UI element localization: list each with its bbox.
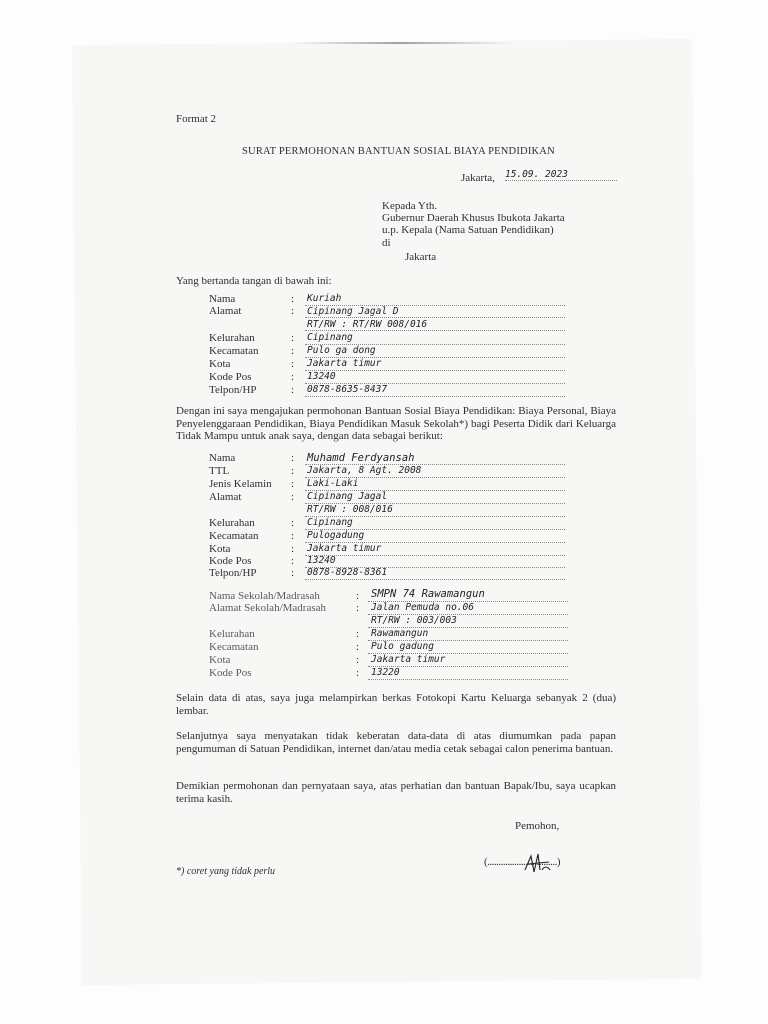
footnote: *) coret yang tidak perlu [176,866,276,877]
field-colon: : [291,371,295,383]
field-value: Jakarta timur [371,654,446,665]
field-label: Alamat [209,491,242,503]
field-colon: : [356,628,360,640]
field-value: Muhamd Ferdyansah [307,452,415,464]
recipient-line-2: Gubernur Daerah Khusus Ibukota Jakarta [382,212,565,224]
field-value: RT/RW : 003/003 [371,615,457,626]
field-label: Kode Pos [209,555,252,567]
field-value: 13240 [307,371,336,382]
field-colon: : [291,543,295,555]
field-value: 0878-8928-8361 [307,567,388,578]
field-label: Kode Pos [209,667,252,679]
recipient-line-1: Kepada Yth. [382,200,438,212]
field-value: SMPN 74 Rawamangun [371,588,485,600]
letter-title: SURAT PERMOHONAN BANTUAN SOSIAL BIAYA PENDIDIKAN [242,146,555,157]
field-value: Cipinang Jagal D [307,306,399,317]
paper-edge [290,42,510,44]
field-label: Nama [209,452,236,464]
field-label: Kota [209,654,231,666]
field-label: Kelurahan [209,628,255,640]
date-dotted-line [505,180,617,181]
field-colon: : [356,590,360,602]
field-label: Kota [209,358,231,370]
field-label: Kode Pos [209,371,252,383]
field-label: Kecamatan [209,345,259,357]
field-line [305,370,565,371]
field-value: Cipinang Jagal [307,491,388,502]
attachment-paragraph: Selain data di atas, saya juga melampirkan berkas Fotokopi Kartu Keluarga sebanyak 2 (dua) lembar. [176,692,616,717]
field-value: Pulo gadung [371,641,434,652]
field-value: 13240 [307,555,336,566]
field-colon: : [356,602,360,614]
field-colon: : [356,667,360,679]
signoff-label: Pemohon, [515,820,560,832]
field-colon: : [291,305,295,317]
field-line [368,679,568,680]
field-colon: : [291,517,295,529]
field-label: Kota [209,543,231,555]
field-value: Laki-Laki [307,478,359,489]
field-colon: : [291,384,295,396]
intro-text: Yang bertanda tangan di bawah ini: [176,275,332,287]
field-colon: : [291,555,295,567]
field-colon: : [291,530,295,542]
field-colon: : [291,293,295,305]
field-colon: : [291,358,295,370]
field-value: Jakarta timur [307,543,382,554]
field-colon: : [291,332,295,344]
field-colon: : [291,452,295,464]
field-line [305,555,565,556]
field-value: Pulogadung [307,530,365,541]
field-line [305,317,565,318]
field-label: TTL [209,465,230,477]
field-value: Cipinang [307,517,353,528]
field-label: Kecamatan [209,641,259,653]
field-label: Telpon/HP [209,567,257,579]
field-value: Kuriah [307,293,342,304]
field-colon: : [356,641,360,653]
consent-paragraph: Selanjutnya saya menyatakan tidak keberatan data-data di atas diumumkan pada papan pengumuman di Satuan Pendidikan, internet dan/atau media cetak sebagai calon penerima bantuan. [176,730,616,755]
field-line [305,396,565,397]
recipient-line-5: Jakarta [405,251,437,263]
field-label: Nama [209,293,236,305]
field-label: Kecamatan [209,530,259,542]
letter-date: 15.09. 2023 [505,169,568,180]
signature-line: (...............................) [484,856,561,868]
field-value: Jakarta, 8 Agt. 2008 [307,465,422,476]
field-colon: : [291,345,295,357]
field-label: Alamat [209,305,242,317]
field-value: Cipinang [307,332,353,343]
field-colon: : [291,491,295,503]
field-value: 13220 [371,667,400,678]
field-line [305,579,565,580]
field-colon: : [291,567,295,579]
field-colon: : [291,478,295,490]
request-paragraph: Dengan ini saya mengajukan permohonan Bantuan Sosial Biaya Pendidikan: Biaya Personal, Biaya Penyelenggaraan Pendidikan, Biaya Pendidikan Masuk Sekolah*) bagi Peserta Didik dari Keluarga Tidak Mampu untuk anak saya, dengan data sebagai berikut: [176,405,616,442]
field-value: Jakarta timur [307,358,382,369]
field-colon: : [291,465,295,477]
field-value: 0878-8635-8437 [307,384,388,395]
field-label: Kelurahan [209,517,255,529]
field-value: Rawamangun [371,628,429,639]
field-label: Alamat Sekolah/Madrasah [209,602,326,614]
field-value: Jalan Pemuda no.06 [371,602,474,613]
field-colon: : [356,654,360,666]
closing-paragraph: Demikian permohonan dan pernyataan saya, atas perhatian dan bantuan Bapak/Ibu, saya ucapkan terima kasih. [176,780,616,805]
field-value: Pulo ga dong [307,345,376,356]
letter-place: Jakarta, [461,172,495,184]
field-label: Jenis Kelamin [209,478,272,490]
recipient-line-4: di [382,237,391,249]
format-label: Format 2 [176,113,217,125]
field-label: Nama Sekolah/Madrasah [209,590,320,602]
field-label: Telpon/HP [209,384,257,396]
field-value: RT/RW : 008/016 [307,504,393,515]
field-label: Kelurahan [209,332,255,344]
field-line [305,330,565,331]
field-value: RT/RW : RT/RW 008/016 [307,319,428,330]
recipient-line-3: u.p. Kepala (Nama Satuan Pendidikan) [382,224,554,236]
